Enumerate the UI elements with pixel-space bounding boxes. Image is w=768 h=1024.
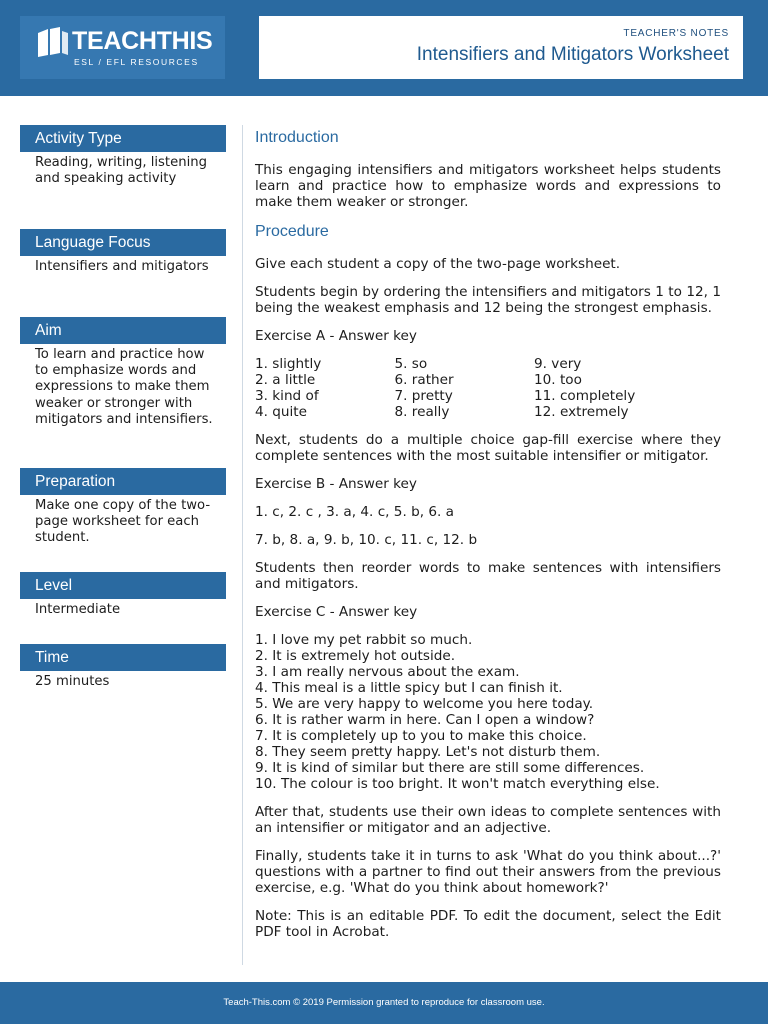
document-kicker: TEACHER'S NOTES bbox=[623, 28, 729, 39]
sidebar-heading: Level bbox=[20, 572, 226, 599]
sidebar-heading: Language Focus bbox=[20, 229, 226, 256]
sidebar-heading: Preparation bbox=[20, 468, 226, 495]
procedure-paragraph: Students then reorder words to make sentences with intensifiers and mitigators. bbox=[255, 560, 721, 592]
exercise-a-label: Exercise A - Answer key bbox=[255, 328, 417, 344]
page-title: Intensifiers and Mitigators Worksheet bbox=[416, 44, 729, 65]
procedure-paragraph: After that, students use their own ideas to complete sentences with an intensifier or mitigator and an adjective. bbox=[255, 804, 721, 836]
list-item: 5. We are very happy to welcome you here today. bbox=[255, 696, 594, 712]
answer-item: 8. really bbox=[394, 404, 450, 420]
answer-item: 9. very bbox=[534, 356, 582, 372]
info-sidebar bbox=[20, 125, 226, 690]
answer-item: 3. kind of bbox=[255, 388, 319, 404]
exercise-b-label: Exercise B - Answer key bbox=[255, 476, 417, 492]
introduction-text: This engaging intensifiers and mitigators worksheet helps students learn and practice how to emphasize words and expressions to make them weaker or stronger. bbox=[255, 162, 721, 210]
sidebar-heading: Activity Type bbox=[20, 125, 226, 152]
list-item: 7. It is completely up to you to make this choice. bbox=[255, 728, 587, 744]
sidebar-section-aim bbox=[20, 317, 226, 468]
list-item: 2. It is extremely hot outside. bbox=[255, 648, 456, 664]
page-footer bbox=[0, 982, 768, 1024]
answer-column bbox=[395, 356, 535, 420]
page-header bbox=[0, 0, 768, 96]
main-content bbox=[255, 128, 721, 952]
answer-item: 2. a little bbox=[255, 372, 316, 388]
exercise-b-answers-2: 7. b, 8. a, 9. b, 10. c, 11. c, 12. b bbox=[255, 532, 478, 548]
list-item: 9. It is kind of similar but there are still some differences. bbox=[255, 760, 645, 776]
procedure-heading: Procedure bbox=[255, 223, 329, 240]
answer-item: 5. so bbox=[394, 356, 428, 372]
answer-item: 12. extremely bbox=[534, 404, 629, 420]
sidebar-section-time bbox=[20, 644, 226, 690]
answer-column bbox=[534, 356, 674, 420]
exercise-b-answers-1: 1. c, 2. c , 3. a, 4. c, 5. b, 6. a bbox=[255, 504, 454, 520]
list-item: 6. It is rather warm in here. Can I open a window? bbox=[255, 712, 595, 728]
sidebar-heading: Time bbox=[20, 644, 226, 671]
sidebar-text: To learn and practice how to emphasize words and expressions to make them weaker or stronger with mitigators and intensifiers. bbox=[35, 347, 213, 427]
list-item: 4. This meal is a little spicy but I can finish it. bbox=[255, 680, 563, 696]
answer-item: 6. rather bbox=[394, 372, 454, 388]
sidebar-text: Intermediate bbox=[35, 602, 121, 617]
column-divider bbox=[242, 125, 243, 965]
sidebar-section-language-focus bbox=[20, 229, 226, 317]
sidebar-text: 25 minutes bbox=[35, 674, 110, 689]
logo[interactable] bbox=[20, 16, 225, 79]
editable-note: Note: This is an editable PDF. To edit the document, select the Edit PDF tool in Acrobat. bbox=[255, 908, 721, 940]
answer-item: 10. too bbox=[534, 372, 582, 388]
brand-name: TEACHTHIS bbox=[72, 27, 213, 55]
sidebar-heading: Aim bbox=[20, 317, 226, 344]
sidebar-text: Make one copy of the two-page worksheet for each student. bbox=[35, 498, 211, 546]
procedure-paragraph: Next, students do a multiple choice gap-fill exercise where they complete sentences with the most suitable intensifier or mitigator. bbox=[255, 432, 721, 464]
answer-item: 1. slightly bbox=[255, 356, 322, 372]
exercise-c-answers bbox=[255, 632, 721, 792]
exercise-a-answers bbox=[255, 356, 721, 420]
procedure-paragraph: Give each student a copy of the two-page worksheet. bbox=[255, 256, 621, 272]
list-item: 8. They seem pretty happy. Let's not disturb them. bbox=[255, 744, 601, 760]
list-item: 10. The colour is too bright. It won't match everything else. bbox=[255, 776, 660, 792]
copyright-text: Teach-This.com © 2019 Permission granted to reproduce for classroom use. bbox=[223, 997, 545, 1008]
list-item: 3. I am really nervous about the exam. bbox=[255, 664, 520, 680]
sidebar-section-preparation bbox=[20, 468, 226, 572]
title-box bbox=[259, 16, 743, 79]
introduction-heading: Introduction bbox=[255, 129, 339, 146]
sidebar-text: Reading, writing, listening and speaking activity bbox=[35, 155, 207, 187]
answer-item: 11. completely bbox=[534, 388, 636, 404]
procedure-paragraph: Students begin by ordering the intensifiers and mitigators 1 to 12, 1 being the weakest emphasis and 12 being the strongest emphasis. bbox=[255, 284, 721, 316]
sidebar-text: Intensifiers and mitigators bbox=[35, 259, 209, 274]
answer-item: 4. quite bbox=[255, 404, 308, 420]
exercise-c-label: Exercise C - Answer key bbox=[255, 604, 418, 620]
brand-tagline: ESL / EFL RESOURCES bbox=[74, 57, 199, 67]
sidebar-section-level bbox=[20, 572, 226, 644]
sidebar-section-activity-type bbox=[20, 125, 226, 229]
list-item: 1. I love my pet rabbit so much. bbox=[255, 632, 473, 648]
procedure-paragraph: Finally, students take it in turns to ask 'What do you think about...?' questions with a partner to find out their answers from the previous exercise, e.g. 'What do you think about homework?' bbox=[255, 848, 721, 896]
answer-column bbox=[255, 356, 395, 420]
answer-item: 7. pretty bbox=[394, 388, 453, 404]
book-logo-icon bbox=[36, 25, 70, 59]
